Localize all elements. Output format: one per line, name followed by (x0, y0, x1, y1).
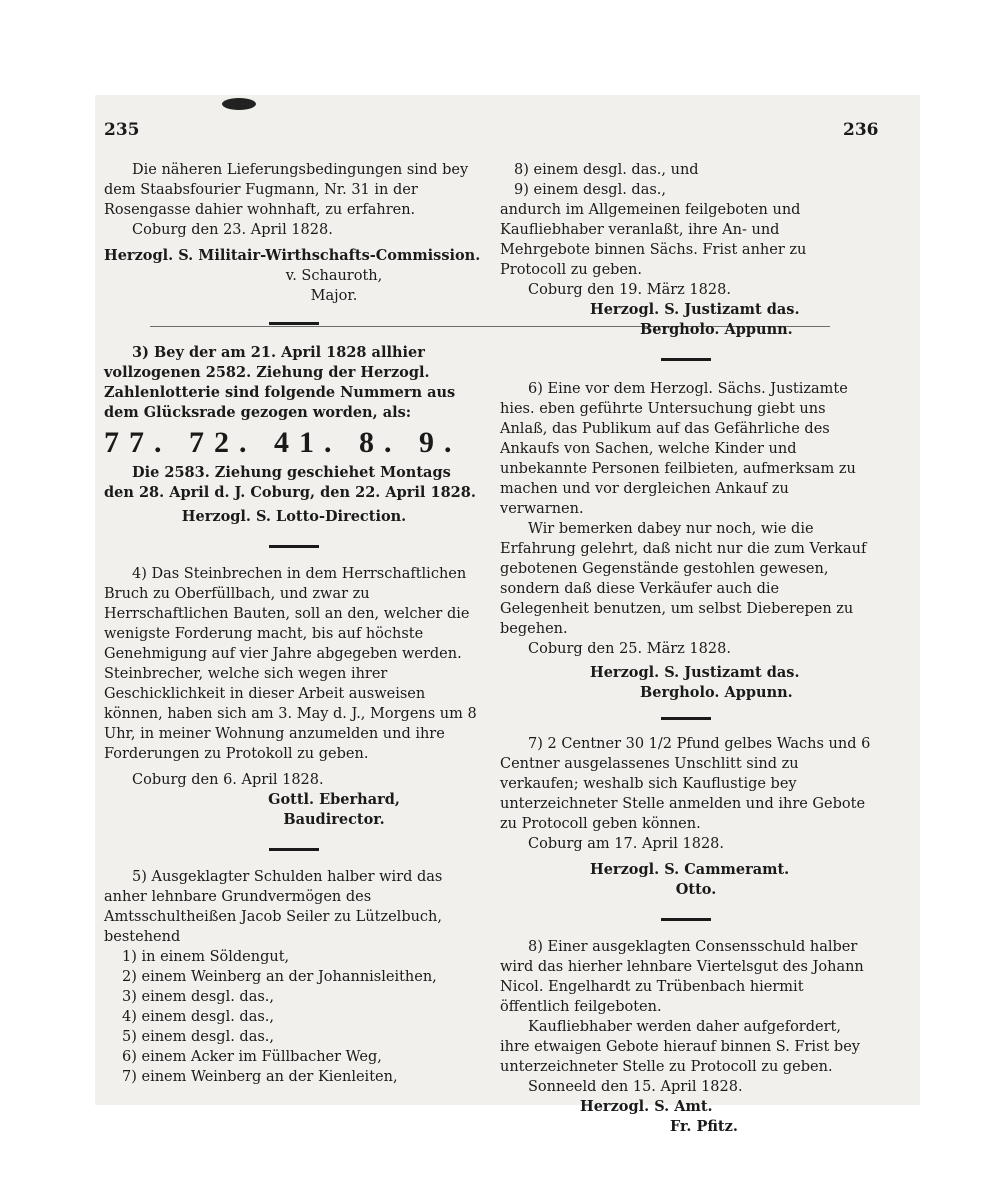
warning-notice-text-2: Wir bemerken dabey nur noch, wie die Erfahrung gelehrt, daß nicht nur die zum Verkauf gebotenen Gegenstände gestohlen gewesen, sondern daß diese Verkäufer auch die Gelegenheit benutzen, um selbst Dieberepen zu begehen. (500, 521, 867, 637)
notice-date: Coburg den 23. April 1828. (132, 222, 333, 238)
left-page-number: 235 (104, 120, 140, 140)
ink-smudge (222, 98, 256, 110)
list-item: 3) einem desgl. das., (122, 989, 275, 1005)
list-item: 4) einem desgl. das., (122, 1009, 275, 1025)
list-item: 2) einem Weinberg an der Johannisleithen, (122, 969, 437, 985)
section-divider (661, 358, 711, 361)
section-divider (269, 322, 319, 325)
list-item: 7) einem Weinberg an der Kienleiten, (122, 1069, 398, 1085)
signatory-name: v. Schauroth, (285, 268, 383, 284)
right-page-number: 236 (843, 120, 879, 140)
signatory-title: Major. (310, 288, 358, 304)
delivery-conditions-text: Die näheren Lieferungsbedingungen sind bey dem Staabsfourier Fugmann, Nr. 31 in der Rosengasse dahier wohnhaft, zu erfahren. (104, 162, 469, 218)
list-item: 6) einem Acker im Füllbacher Weg, (122, 1049, 382, 1065)
wax-sale-date: Coburg am 17. April 1828. (528, 836, 725, 852)
wax-sale-signature: Herzogl. S. Cammeramt. (590, 861, 790, 878)
section-divider (661, 717, 711, 720)
consensus-debt-text: 8) Einer ausgeklagten Consensschuld halber wird das hierher lehnbare Viertelsgut des Johann Nicol. Engelhardt zu Trübenbach hiermit öffentlich feilgeboten. (500, 939, 864, 1015)
lottery-signature: Herzogl. S. Lotto-Direction. (181, 508, 407, 525)
list-item: 1) in einem Söldengut, (122, 949, 290, 965)
consensus-debt-name: Fr. Pfitz. (670, 1118, 738, 1135)
quarry-notice-date: Coburg den 6. April 1828. (132, 772, 324, 788)
quarry-notice-text: 4) Das Steinbrechen in dem Herrschaftlichen Bruch zu Oberfüllbach, und zwar zu Herrschaftlichen Bauten, soll an den, welcher die wenigste Forderung macht, bis auf höchste Genehmigung auf vier Jahre abgegeben werden. Steinbrecher, welche sich wegen ihrer Geschicklichkeit in dieser Arbeit ausweisen können, haben sich am 3. May d. J., Morgens um 8 Uhr, in meiner Wohnung anzumelden und ihre Forderungen zu Protokoll zu geben. (104, 566, 477, 762)
warning-notice-date: Coburg den 25. März 1828. (528, 641, 731, 657)
wax-sale-text: 7) 2 Centner 30 1/2 Pfund gelbes Wachs und 6 Centner ausgelassenes Unschlitt sind zu verkaufen; weshalb sich Kauflustige bey unterzeichneter Stelle anmelden und ihre Gebote zu Protocoll geben können. (500, 736, 871, 832)
list-item: 9) einem desgl. das., (514, 182, 667, 198)
list-item: 5) einem desgl. das., (122, 1029, 275, 1045)
notice-signature: Herzogl. S. Militair-Wirthschafts-Commission. (104, 247, 481, 264)
section-divider (269, 545, 319, 548)
warning-notice-text: 6) Eine vor dem Herzogl. Sächs. Justizamte hies. eben geführte Untersuchung giebt uns Anlaß, das Publikum auf das Gefährliche des Ankaufs von Sachen, welche Kinder und unbekannte Personen feilbieten, aufmerksam zu machen und vor dergleichen Ankauf zu verwarnen. (500, 381, 856, 517)
debt-notice-text: 5) Ausgeklagter Schulden halber wird das anher lehnbare Grundvermögen des Amtsschultheißen Jacob Seiler zu Lützelbuch, bestehend (104, 869, 443, 945)
property-list-continued (500, 160, 872, 200)
consensus-debt-signature: Herzogl. S. Amt. (580, 1098, 713, 1115)
left-column (104, 160, 484, 1087)
quarry-signatory-title: Baudirector. (283, 811, 385, 828)
lottery-numbers: 77. 72. 41. 8. 9. (104, 426, 462, 459)
property-list (104, 947, 484, 1087)
sale-offer-text: andurch im Allgemeinen feilgeboten und Kaufliebhaber veranlaßt, ihre An- und Mehrgebote binnen Sächs. Frist anher zu Protocoll zu geben. (500, 202, 807, 278)
warning-notice-names: Bergholo. Appunn. (640, 684, 793, 701)
consensus-debt-text-2: Kaufliebhaber werden daher aufgefordert, ihre etwaigen Gebote hierauf binnen S. Frist bey unterzeichneter Stelle zu Protocoll zu geben. (500, 1019, 860, 1075)
consensus-debt-date: Sonneeld den 15. April 1828. (528, 1079, 743, 1095)
quarry-signatory-name: Gottl. Eberhard, (268, 791, 400, 808)
list-item: 8) einem desgl. das., und (514, 162, 699, 178)
sale-offer-date: Coburg den 19. März 1828. (528, 282, 731, 298)
sale-offer-names: Bergholo. Appunn. (640, 321, 793, 338)
next-drawing-text: Die 2583. Ziehung geschiehet Montags den 28. April d. J. Coburg, den 22. April 1828. (104, 464, 476, 501)
sale-offer-signature: Herzogl. S. Justizamt das. (590, 301, 800, 318)
right-column (500, 160, 872, 1137)
lottery-notice-text: 3) Bey der am 21. April 1828 allhier vollzogenen 2582. Ziehung der Herzogl. Zahlenlotterie sind folgende Nummern aus dem Glücksrade gezogen worden, als: (104, 344, 456, 421)
wax-sale-name: Otto. (675, 881, 717, 898)
section-divider (269, 848, 319, 851)
warning-notice-signature: Herzogl. S. Justizamt das. (590, 664, 800, 681)
section-divider (661, 918, 711, 921)
